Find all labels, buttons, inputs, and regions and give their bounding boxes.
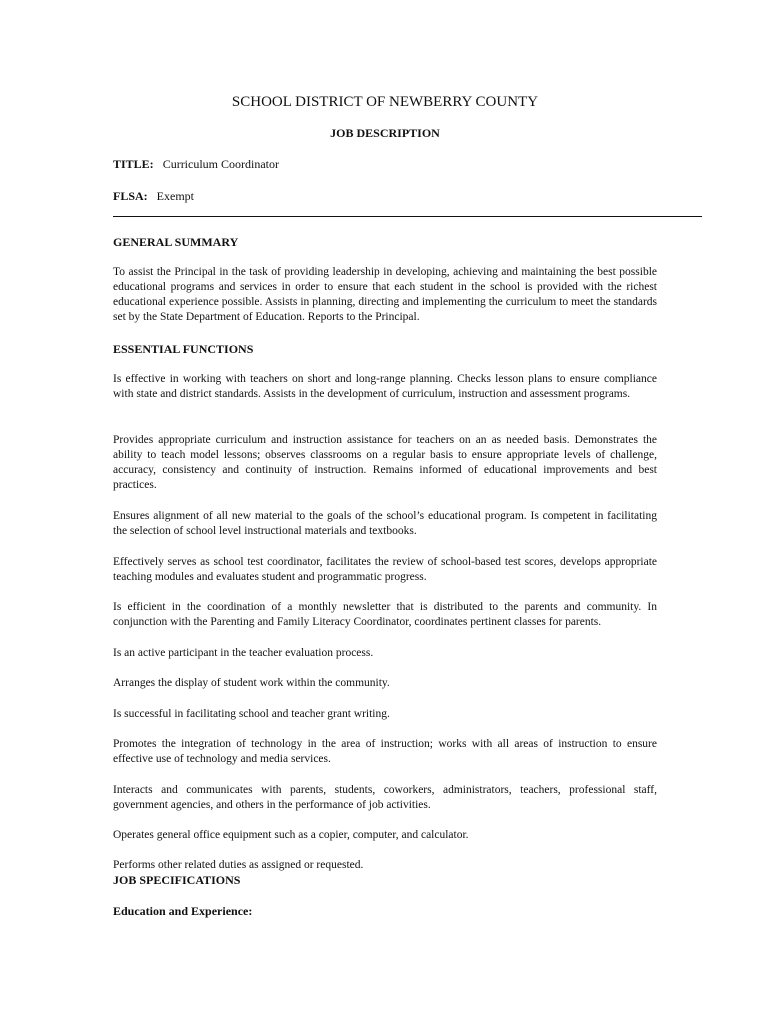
job-title-field <box>113 157 279 172</box>
job-title-value: Curriculum Coordinator <box>162 157 280 171</box>
function-paragraph: Is successful in facilitating school and teacher grant writing. <box>113 708 390 720</box>
function-paragraph: Provides appropriate curriculum and instruction assistance for teachers on an as needed basis. Demonstrates the ability to teach model lessons; observes classrooms on a regular basis to ensure appropriate levels of challenge, accuracy, consistency and continuity of instruction. Remains informed of educational improvements and best practices. <box>113 434 657 491</box>
function-paragraph: Promotes the integration of technology in the area of instruction; works with all areas of instruction to ensure effective use of technology and media services. <box>113 738 657 765</box>
job-specifications-heading: JOB SPECIFICATIONS <box>113 873 241 887</box>
function-paragraph: Is an active participant in the teacher evaluation process. <box>113 647 374 659</box>
function-paragraph: Performs other related duties as assigned or requested. <box>113 859 364 871</box>
function-paragraph: Effectively serves as school test coordinator, facilitates the review of school-based test scores, develops appropriate teaching modules and evaluates student and programmatic progress. <box>113 556 657 583</box>
function-paragraph: Ensures alignment of all new material to the goals of the school’s educational program. Is competent in facilitating the selection of school level instructional materials and textbooks. <box>113 510 657 537</box>
function-paragraph: Operates general office equipment such as a copier, computer, and calculator. <box>113 829 469 841</box>
flsa-label: FLSA: <box>113 189 148 203</box>
function-paragraph: Arranges the display of student work within the community. <box>113 677 390 689</box>
essential-functions-heading: ESSENTIAL FUNCTIONS <box>113 342 254 356</box>
education-experience-heading: Education and Experience: <box>113 904 253 918</box>
flsa-field <box>113 189 194 204</box>
function-paragraph: Is efficient in the coordination of a monthly newsletter that is distributed to the parents and community. In conjunction with the Parenting and Family Literacy Coordinator, coordinates pertinent classes for parents. <box>113 601 657 628</box>
function-paragraph: Interacts and communicates with parents, students, coworkers, administrators, teachers, professional staff, government agencies, and others in the performance of job activities. <box>113 784 657 811</box>
flsa-value: Exempt <box>156 189 194 203</box>
district-title: SCHOOL DISTRICT OF NEWBERRY COUNTY <box>231 94 539 110</box>
function-paragraph: Is effective in working with teachers on short and long-range planning. Checks lesson plans to ensure compliance with state and district standards. Assists in the development of curriculum, instruction and assessment programs. <box>113 373 657 400</box>
horizontal-divider <box>113 216 702 217</box>
job-title-label: TITLE: <box>113 157 154 171</box>
document-type-heading: JOB DESCRIPTION <box>330 126 440 140</box>
general-summary-heading: GENERAL SUMMARY <box>113 235 239 249</box>
general-summary-text: To assist the Principal in the task of providing leadership in developing, achieving and maintaining the best possible educational programs and services in order to ensure that each student in the school is provided with the richest educational experience possible. Assists in planning, directing and implementing the curriculum to meet the standards set by the State Department of Education. Reports to the Principal. <box>113 266 657 323</box>
